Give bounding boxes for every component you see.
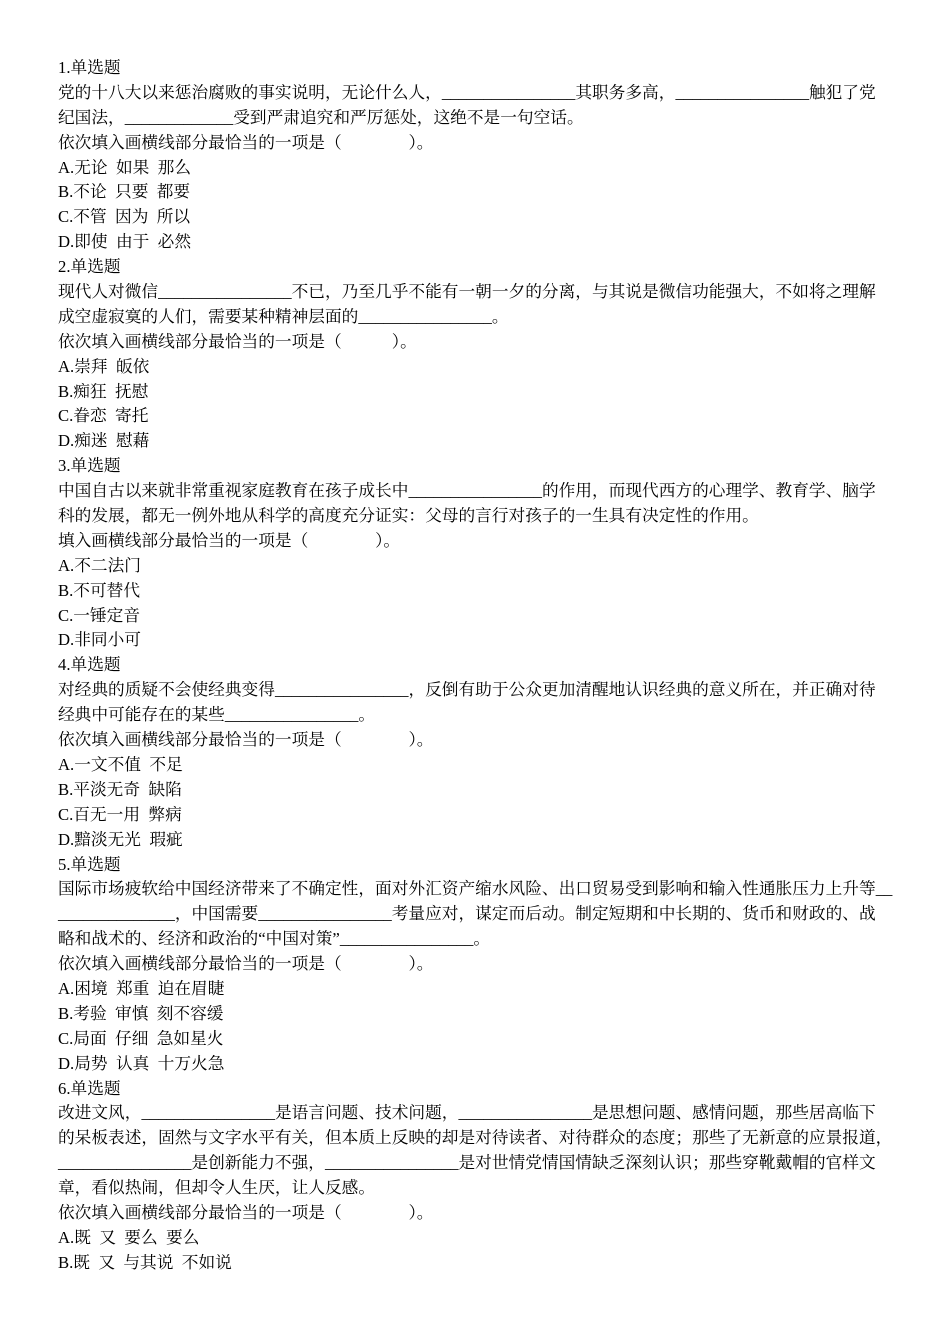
fill-blank: ________________	[408, 481, 542, 501]
question-stem-line	[58, 877, 918, 902]
stem-text: 是语言问题、技术问题，	[274, 1103, 459, 1123]
question-prompt: 依次填入画横线部分最恰当的一项是（ ）。	[58, 954, 434, 974]
question-1	[58, 56, 918, 255]
question-stem-line	[58, 106, 918, 131]
stem-text: 国际市场疲软给中国经济带来了不确定性，面对外汇资产缩水风险、出口贸易受到影响和输入性通胀压力上升等	[58, 879, 876, 899]
stem-text: 受到严肃追究和严厉惩处，这绝不是一句空话。	[233, 107, 584, 127]
option-d: D.即使 由于 必然	[58, 232, 192, 252]
question-stem-line	[58, 504, 918, 529]
question-header: 5.单选题	[58, 854, 121, 874]
stem-text: 对经典的质疑不会使经典变得	[58, 680, 275, 700]
fill-blank: ________________	[325, 1153, 459, 1173]
option-a: A.一文不值 不足	[58, 754, 183, 774]
stem-text: ，反倒有助于公众更加清醒地认识经典的意义所在，并正确对待	[408, 680, 876, 700]
stem-text: 是对世情党情国情缺乏深刻认识；那些穿靴戴帽的官样文	[458, 1153, 876, 1173]
question-header: 4.单选题	[58, 655, 121, 675]
question-6	[58, 1077, 918, 1276]
fill-blank: ________________	[675, 82, 809, 102]
question-stem-line	[58, 1176, 918, 1201]
stem-text: 现代人对微信	[58, 282, 159, 302]
question-4	[58, 653, 918, 852]
fill-blank: ________________	[224, 705, 359, 725]
fill-blank: ________________	[141, 1103, 275, 1123]
question-stem-line	[58, 1101, 918, 1126]
option-b: B.考验 审慎 刻不容缓	[58, 1003, 224, 1023]
question-stem-line	[58, 280, 918, 305]
option-b: B.不论 只要 都要	[58, 182, 191, 202]
fill-blank: ________________	[339, 929, 474, 949]
option-c: C.不管 因为 所以	[58, 207, 191, 227]
question-stem-line	[58, 1126, 918, 1151]
option-c: C.局面 仔细 急如星火	[58, 1028, 224, 1048]
stem-text: 纪国法，	[58, 107, 125, 127]
option-c: C.一锤定音	[58, 605, 141, 625]
stem-text: 中国自古以来就非常重视家庭教育在孩子成长中	[58, 481, 409, 501]
fill-blank: ________________	[158, 282, 292, 302]
fill-blank: __	[875, 879, 893, 899]
question-stem-line	[58, 1151, 918, 1176]
question-prompt: 依次填入画横线部分最恰当的一项是（ ）。	[58, 730, 434, 750]
fill-blank: ________________	[458, 1103, 592, 1123]
option-d: D.非同小可	[58, 630, 141, 650]
question-header: 3.单选题	[58, 456, 121, 476]
option-d: D.局势 认真 十万火急	[58, 1053, 225, 1073]
question-stem-line	[58, 81, 918, 106]
option-b: B.既 又 与其说 不如说	[58, 1252, 232, 1272]
question-header: 6.单选题	[58, 1078, 121, 1098]
stem-text: 党的十八大以来惩治腐败的事实说明，无论什么人，	[58, 82, 442, 102]
stem-text: 。	[358, 705, 376, 725]
question-stem-line	[58, 927, 918, 952]
stem-text: 考量应对，谋定而后动。制定短期和中长期的、货币和财政的、战	[391, 904, 876, 924]
fill-blank: ________________	[441, 82, 576, 102]
stem-text: 的作用，而现代西方的心理学、教育学、脑学	[541, 481, 876, 501]
stem-text: 。	[473, 929, 490, 949]
option-b: B.不可替代	[58, 580, 141, 600]
question-prompt: 依次填入画横线部分最恰当的一项是（ ）。	[58, 331, 417, 351]
stem-text: 成空虚寂寞的人们，需要某种精神层面的	[58, 306, 359, 326]
stem-text: 是创新能力不强，	[191, 1153, 325, 1173]
option-a: A.困境 郑重 迫在眉睫	[58, 978, 225, 998]
fill-blank: ________________	[258, 904, 392, 924]
option-a: A.既 又 要么 要么	[58, 1227, 200, 1247]
question-stem-line	[58, 479, 918, 504]
stem-text: 略和战术的、经济和政治的“中国对策”	[58, 929, 340, 949]
stem-text: 是思想问题、感情问题，那些居高临下	[592, 1103, 876, 1123]
fill-blank: ________________	[58, 1153, 192, 1173]
option-c: C.眷恋 寄托	[58, 406, 149, 426]
stem-text: 科的发展，都无一例外地从科学的高度充分证实：父母的言行对孩子的一生具有决定性的作用。	[58, 506, 759, 526]
option-c: C.百无一用 弊病	[58, 804, 182, 824]
question-stem-line	[58, 703, 918, 728]
option-d: D.痴迷 慰藉	[58, 431, 150, 451]
stem-text: 其职务多高，	[575, 82, 676, 102]
question-stem-line	[58, 678, 918, 703]
question-3	[58, 454, 918, 653]
question-2	[58, 255, 918, 454]
question-stem-line	[58, 305, 918, 330]
stem-text: 不已，乃至几乎不能有一朝一夕的分离，与其说是微信功能强大，不如将之理解	[291, 282, 876, 302]
question-header: 2.单选题	[58, 257, 121, 277]
stem-text: 。	[491, 306, 509, 326]
fill-blank: _____________	[124, 107, 234, 127]
fill-blank: ________________	[274, 680, 409, 700]
fill-blank: ________________	[358, 306, 492, 326]
stem-text: 章，看似热闹，但却令人生厌，让人反感。	[58, 1178, 376, 1198]
document-page	[58, 56, 918, 1276]
stem-text: 触犯了党	[808, 82, 876, 102]
option-d: D.黯淡无光 瑕疵	[58, 829, 183, 849]
stem-text: 改进文风，	[58, 1103, 142, 1123]
fill-blank: ______________	[58, 904, 175, 924]
option-a: A.无论 如果 那么	[58, 157, 192, 177]
stem-text: 的呆板表述，固然与文字水平有关，但本质上反映的却是对待读者、对待群众的态度；那些了无新意的应景报道，	[58, 1128, 893, 1148]
option-a: A.不二法门	[58, 555, 141, 575]
option-b: B.痴狂 抚慰	[58, 381, 149, 401]
stem-text: ，中国需要	[174, 904, 259, 924]
question-prompt: 依次填入画横线部分最恰当的一项是（ ）。	[58, 132, 434, 152]
question-prompt: 依次填入画横线部分最恰当的一项是（ ）。	[58, 1202, 434, 1222]
option-a: A.崇拜 皈依	[58, 356, 150, 376]
question-prompt: 填入画横线部分最恰当的一项是（ ）。	[58, 530, 401, 550]
option-b: B.平淡无奇 缺陷	[58, 779, 182, 799]
stem-text: 经典中可能存在的某些	[58, 705, 225, 725]
question-header: 1.单选题	[58, 58, 121, 77]
question-5	[58, 853, 918, 1077]
question-stem-line	[58, 902, 918, 927]
